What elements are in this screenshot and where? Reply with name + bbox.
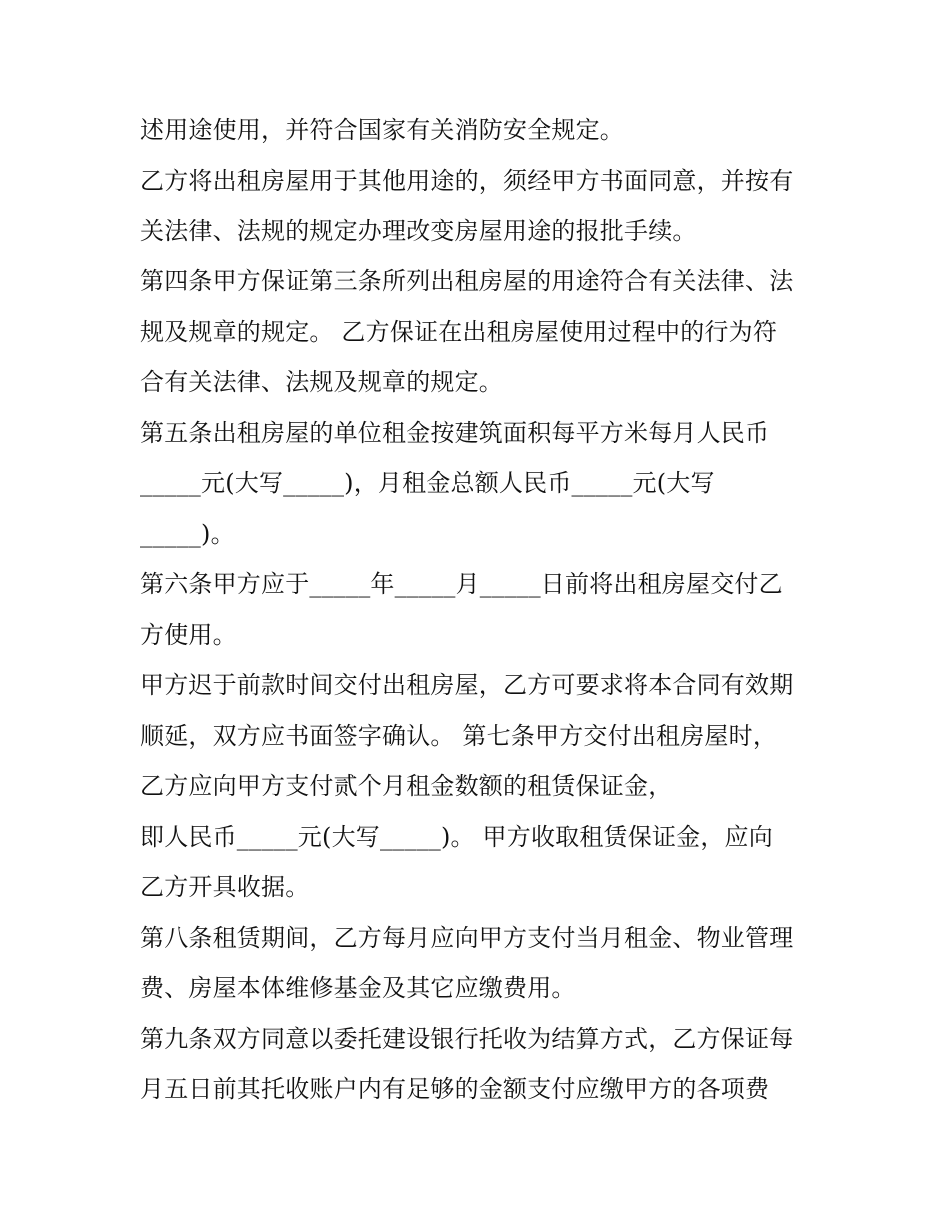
text-line: 乙方将出租房屋用于其他用途的，须经甲方书面同意，并按有 [140, 167, 794, 195]
text-line: 乙方开具收据。 [140, 873, 310, 901]
text-line: 甲方迟于前款时间交付出租房屋，乙方可要求将本合同有效期 [140, 671, 794, 699]
text-line: 费、房屋本体维修基金及其它应缴费用。 [140, 974, 576, 1002]
text-line: 即人民币_____元(大写_____)。 甲方收取租赁保证金，应向 [140, 823, 773, 851]
text-line: 第八条租赁期间，乙方每月应向甲方支付当月租金、物业管理 [140, 924, 794, 952]
text-line: 方使用。 [140, 621, 237, 649]
text-line: 述用途使用，并符合国家有关消防安全规定。 [140, 116, 624, 144]
text-line: 第九条双方同意以委托建设银行托收为结算方式，乙方保证每 [140, 1025, 794, 1053]
text-line: 关法律、法规的规定办理改变房屋用途的报批手续。 [140, 217, 697, 245]
text-line: 乙方应向甲方支付贰个月租金数额的租赁保证金， [140, 772, 673, 800]
text-line: 第四条甲方保证第三条所列出租房屋的用途符合有关法律、法 [140, 267, 794, 295]
text-line: 月五日前其托收账户内有足够的金额支付应缴甲方的各项费 [140, 1075, 770, 1103]
text-line: _____元(大写_____)，月租金总额人民币_____元(大写 [140, 469, 715, 497]
text-line: 规及规章的规定。 乙方保证在出租房屋使用过程中的行为符 [140, 318, 778, 346]
text-line: _____)。 [140, 520, 235, 548]
text-line: 第五条出租房屋的单位租金按建筑面积每平方米每月人民币 [140, 419, 770, 447]
text-line: 顺延，双方应书面签字确认。 第七条甲方交付出租房屋时， [140, 722, 778, 750]
text-line: 合有关法律、法规及规章的规定。 [140, 368, 503, 396]
text-line: 第六条甲方应于_____年_____月_____日前将出租房屋交付乙 [140, 570, 783, 598]
